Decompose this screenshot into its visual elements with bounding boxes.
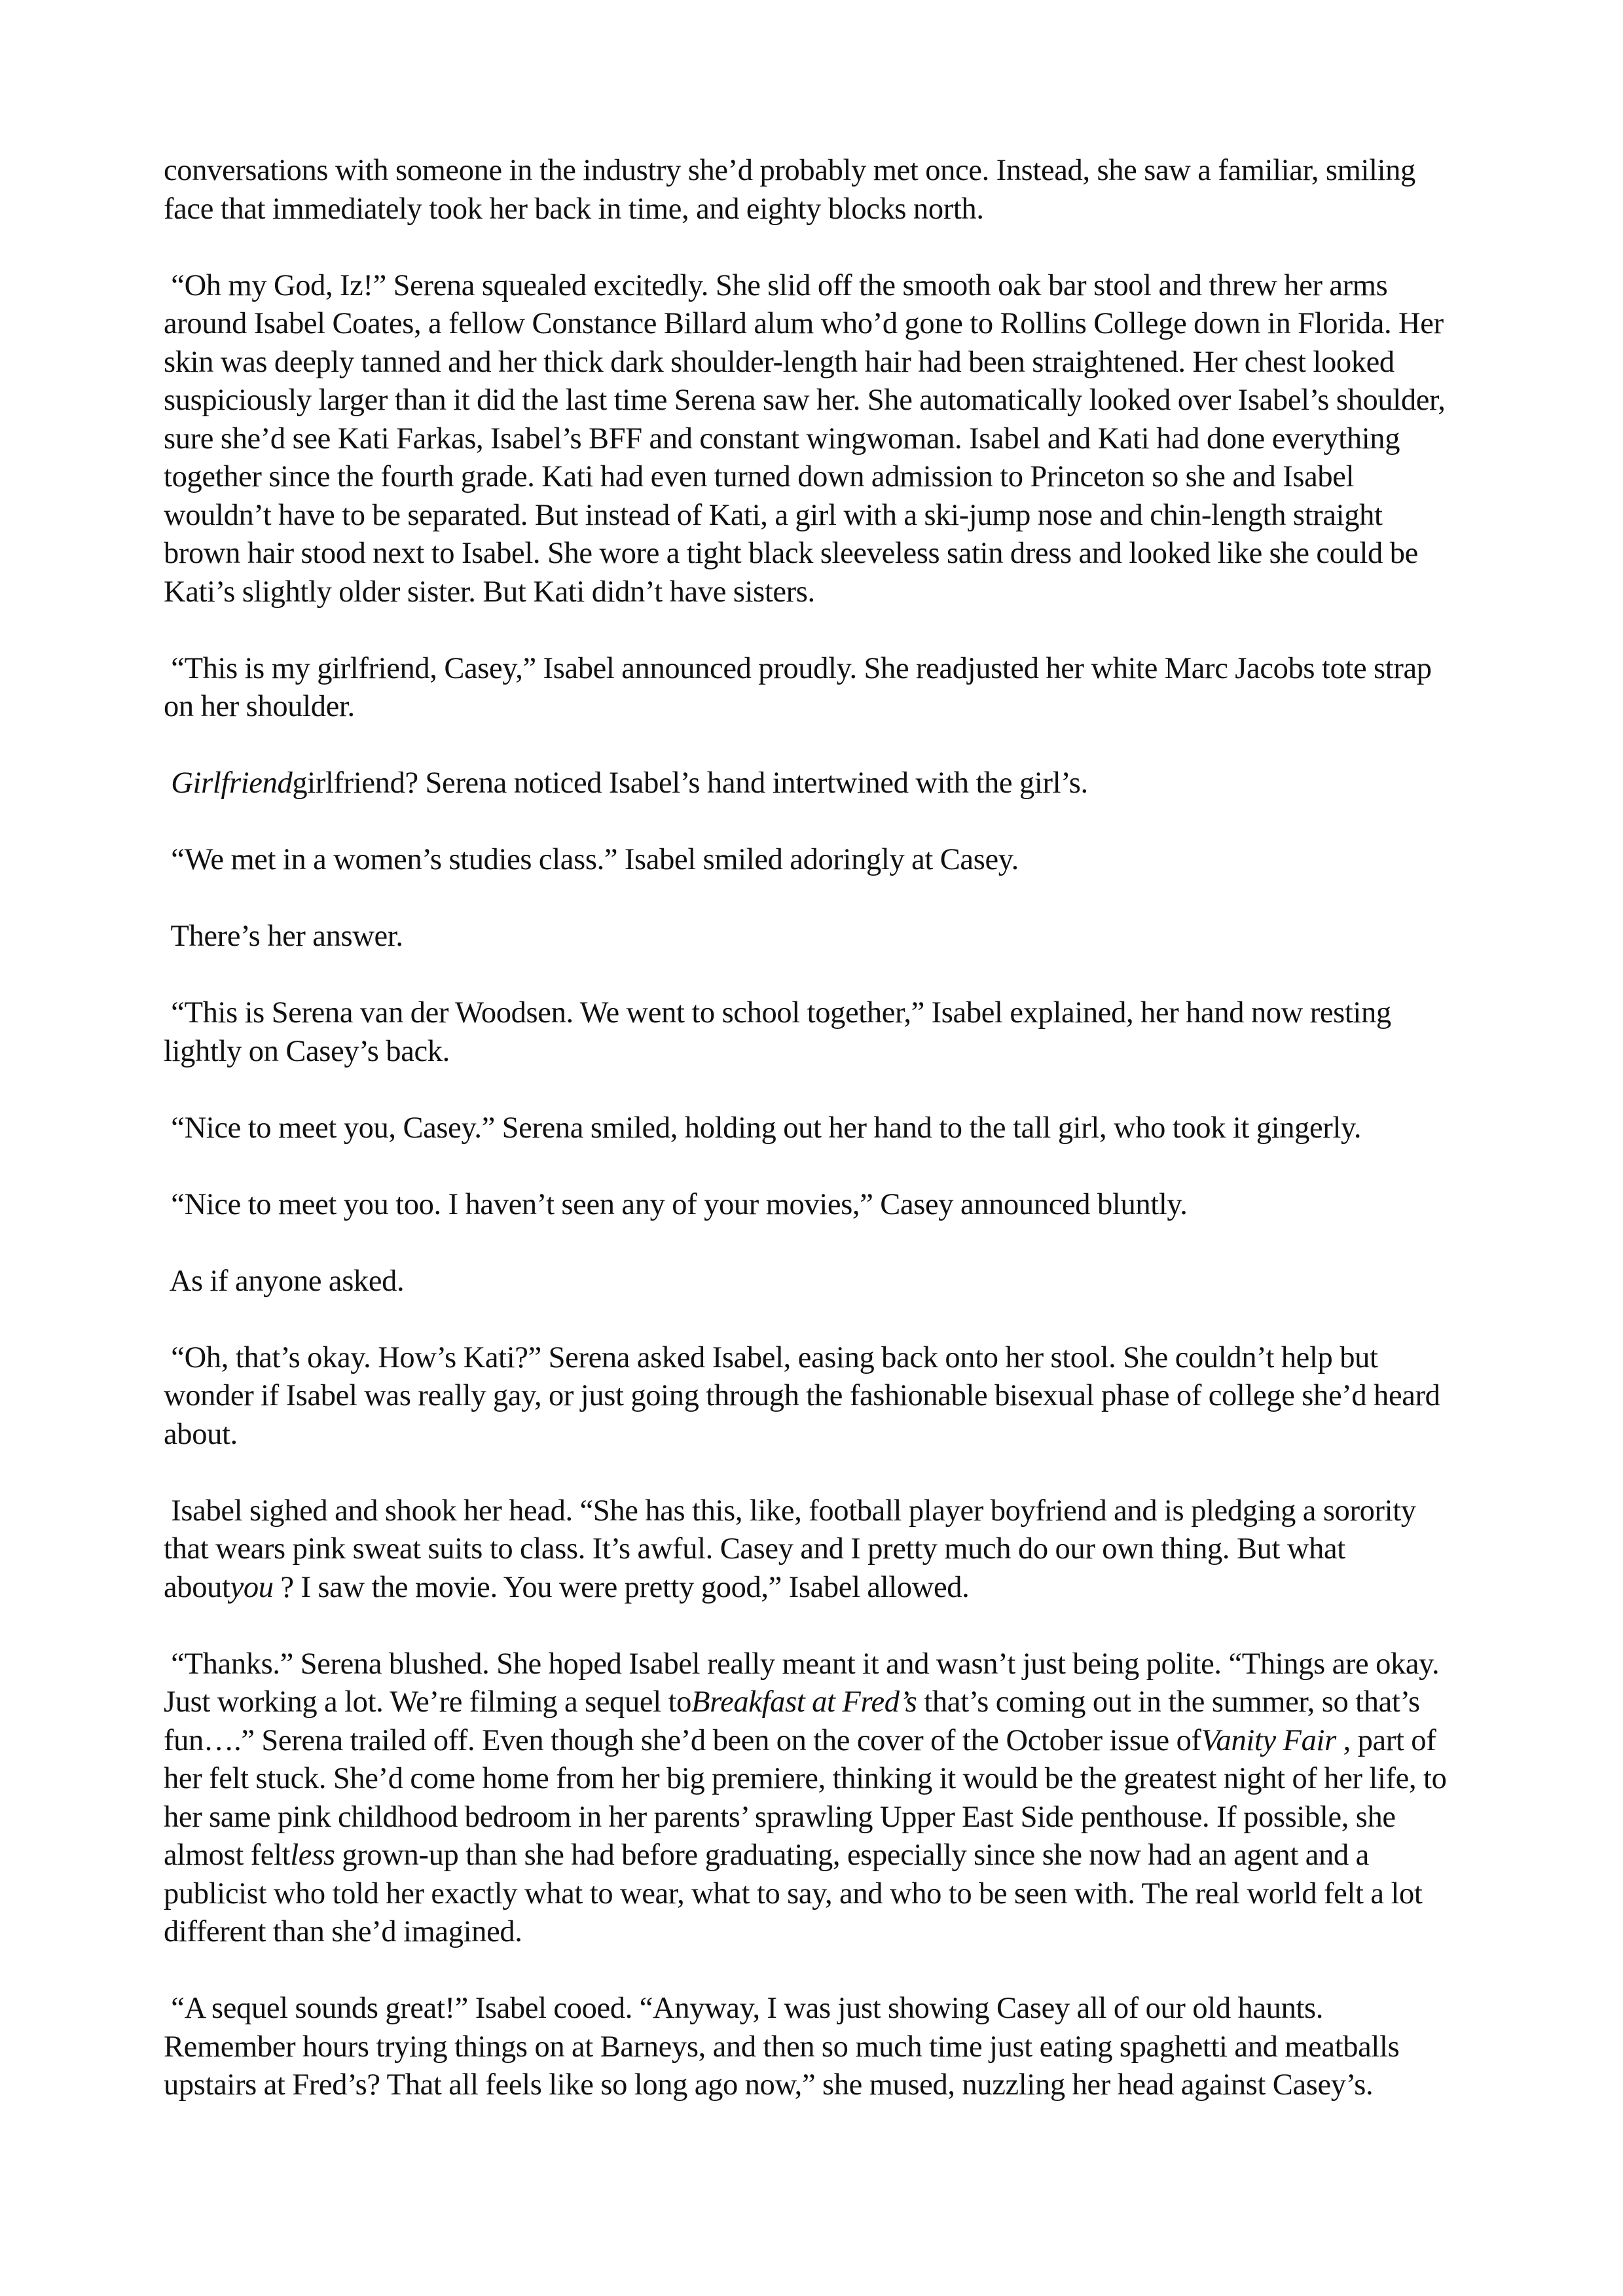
text-run: ? I saw the movie. You were pretty good,” Isabel allowed. [273, 1570, 970, 1604]
paragraph-indent [164, 652, 171, 685]
italic-text: Girlfriend [171, 766, 293, 800]
text-run: that’s coming out in the summer, so that’s fun….” Serena trailed off. Even though she’d been on the cover of the October issue of [164, 1685, 1420, 1757]
text-run: There’s her answer. [170, 920, 403, 953]
text-run: “Nice to meet you, Casey.” Serena smiled, holding out her hand to the tall girl, who took it gingerly. [171, 1111, 1362, 1145]
paragraph [164, 764, 1460, 803]
paragraph-indent [164, 269, 171, 302]
paragraph [164, 1186, 1460, 1225]
paragraph [164, 918, 1460, 956]
text-run: “This is Serena van der Woodsen. We went to school together,” Isabel explained, her hand now resting lightly on Casey’s back. [164, 996, 1391, 1068]
text-run: “Nice to meet you too. I haven’t seen any of your movies,” Casey announced bluntly. [171, 1187, 1188, 1221]
paragraph [164, 650, 1460, 726]
paragraph [164, 1990, 1460, 2105]
text-run: “This is my girlfriend, Casey,” Isabel announced proudly. She readjusted her white Marc Jacobs tote strap on her shoulder. [164, 651, 1432, 723]
text-run: Isabel sighed and shook her head. “She has this, like, football player boyfriend and is pledging a sorority that wears pink sweat suits to class. It’s awful. Casey and I pretty much do our own thing. But what about [164, 1494, 1416, 1604]
paragraph [164, 1339, 1460, 1454]
italic-text: you [230, 1570, 274, 1604]
paragraph [164, 994, 1460, 1071]
paragraph-indent [164, 1265, 170, 1298]
text-run: “We met in a women’s studies class.” Isabel smiled adoringly at Casey. [171, 843, 1019, 876]
text-run: “Oh, that’s okay. How’s Kati?” Serena asked Isabel, easing back onto her stool. She couldn’t help but wonder if Isabel was really gay, or just going through the fashionable bisexual phase of college she’d heard about. [164, 1340, 1440, 1451]
text-run: girlfriend? Serena noticed Isabel’s hand intertwined with the girl’s. [292, 766, 1088, 800]
paragraph-indent [164, 1111, 171, 1145]
text-run: “A sequel sounds great!” Isabel cooed. “Anyway, I was just showing Casey all of our old haunts. Remember hours trying things on at Barneys, and then so much time just eating spaghetti and meatballs upstairs at Fred’s? That all feels like so long ago now,” she mused, nuzzling her head against Casey’s. [164, 1992, 1400, 2102]
text-run: grown-up than she had before graduating, especially since she now had an agent and a publicist who told her exactly what to wear, what to say, and who to be seen with. The real world felt a lot different than she’d imagined. [164, 1839, 1423, 1948]
paragraph [164, 841, 1460, 880]
text-run: , part of her felt stuck. She’d come home from her big premiere, thinking it would be the greatest night of her life, to her same pink childhood bedroom in her parents’ sprawling Upper East Side penthouse. If possible, she almost felt [164, 1723, 1447, 1872]
italic-text: Breakfast at Fred’s [691, 1685, 917, 1719]
paragraph-indent [164, 1188, 171, 1221]
paragraph-indent [164, 1341, 171, 1374]
paragraph [164, 152, 1460, 228]
italic-text: Vanity Fair [1201, 1723, 1336, 1757]
text-run: conversations with someone in the industry she’d probably met once. Instead, she saw a familiar, smiling face that immediately took her back in time, and eighty blocks north. [164, 154, 1415, 226]
text-run: “Thanks.” Serena blushed. She hoped Isabel really meant it and wasn’t just being polite. “Things are okay. Just working a lot. We’re filming a sequel to [164, 1647, 1440, 1719]
paragraph-indent [164, 843, 171, 876]
italic-text: less [290, 1839, 335, 1872]
paragraph-indent [164, 1647, 171, 1681]
paragraph [164, 1263, 1460, 1301]
paragraph [164, 1645, 1460, 1952]
paragraph-indent [164, 1494, 171, 1528]
page-body [164, 152, 1460, 2105]
paragraph-indent [164, 1992, 171, 2025]
paragraph-indent [164, 766, 171, 800]
text-run: “Oh my God, Iz!” Serena squealed excitedly. She slid off the smooth oak bar stool and threw her arms around Isabel Coates, a fellow Constance Billard alum who’d gone to Rollins College down in Florida. Her skin was deeply tanned and her thick dark shoulder-length hair had been straightened. Her chest looked suspiciously larger than it did the last time Serena saw her. She automatically looked over Isabel’s shoulder, sure she’d see Kati Farkas, Isabel’s BFF and constant wingwoman. Isabel and Kati had done everything together since the fourth grade. Kati had even turned down admission to Princeton so she and Isabel wouldn’t have to be separated. But instead of Kati, a girl with a ski-jump nose and chin-length straight brown hair stood next to Isabel. She wore a tight black sleeveless satin dress and looked like she could be Kati’s slightly older sister. But Kati didn’t have sisters. [164, 268, 1446, 609]
text-run: As if anyone asked. [169, 1264, 405, 1298]
paragraph [164, 1492, 1460, 1607]
paragraph-indent [164, 920, 170, 953]
paragraph [164, 1109, 1460, 1148]
paragraph-indent [164, 996, 171, 1030]
paragraph [164, 267, 1460, 612]
